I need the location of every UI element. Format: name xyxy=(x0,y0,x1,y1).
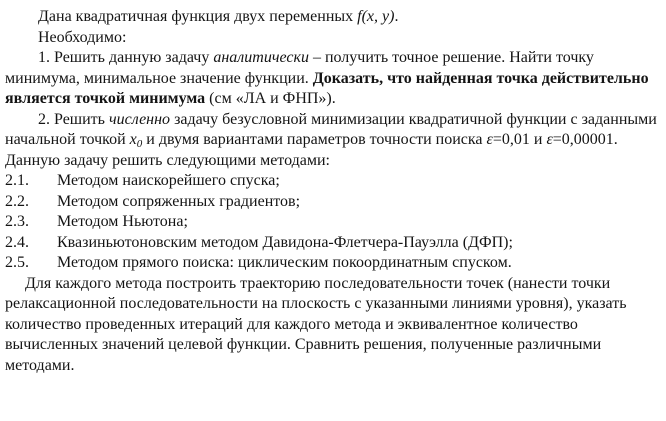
epsilon-symbol-2: ε xyxy=(546,131,553,148)
method-number: 2.1. xyxy=(5,172,29,189)
task2-text-2: задачу безусловной минимизации квадратичной функции с заданными начальной точкой xyxy=(5,110,657,148)
task1-text-2: – получить точное решение. Найти точку минимума, минимальное значение функции. xyxy=(5,49,594,87)
task1-bold-prove: Доказать, что найденная точка действительно является точкой минимума xyxy=(5,69,649,107)
need-text: Необходимо: xyxy=(38,28,127,46)
method-item-2-5 xyxy=(5,253,662,274)
formula-fxy: f(x, y) xyxy=(357,8,395,25)
task1-italic-analytically: аналитически xyxy=(213,49,309,66)
method-label: Методом прямого поиска: циклическим покоординатным спуском. xyxy=(57,254,512,271)
task1-text-3: (см «ЛА и ФНП»). xyxy=(205,90,336,107)
closing-paragraph xyxy=(5,274,662,377)
need-heading xyxy=(5,28,662,49)
methods-list xyxy=(5,171,662,274)
method-label: Квазиньютоновским методом Давидона-Флетчера-Пауэлла (ДФП); xyxy=(57,233,513,251)
closing-text: Для каждого метода построить траекторию последовательности точек (нанести точки релаксационной последовательности на плоскость с указанными линиями уровня), указать количество проведенных итераций для каждого метода и эквивалентное количество вычисленных значений целевой функции. Сравнить решения, полученные различными методами. xyxy=(5,274,627,374)
task2-text-3: и двумя вариантами параметров точности поиска xyxy=(142,131,487,148)
intro-period: . xyxy=(394,8,399,25)
intro-paragraph xyxy=(5,7,662,28)
method-item-2-2 xyxy=(5,192,662,213)
formula-x0-subscript: 0 xyxy=(136,138,143,150)
method-item-2-3 xyxy=(5,212,662,233)
method-number: 2.4. xyxy=(5,233,29,251)
epsilon-symbol-1: ε xyxy=(486,131,493,148)
method-number: 2.5. xyxy=(5,254,29,271)
formula-x0: x xyxy=(129,131,137,148)
method-label: Методом наискорейшего спуска; xyxy=(57,172,280,189)
task2-paragraph xyxy=(5,110,662,172)
task2-italic-numerically: численно xyxy=(108,110,171,128)
method-number: 2.3. xyxy=(5,213,29,230)
method-label: Методом Ньютона; xyxy=(57,213,188,230)
task2-eps-value-1: =0,01 и xyxy=(492,131,547,148)
method-number: 2.2. xyxy=(5,192,29,210)
task1-text-1: 1. Решить данную задачу xyxy=(38,49,214,66)
method-label: Методом сопряженных градиентов; xyxy=(57,192,301,210)
intro-text: Дана квадратичная функция двух переменных xyxy=(38,8,358,25)
method-item-2-1 xyxy=(5,171,662,192)
task1-paragraph xyxy=(5,48,662,110)
method-item-2-4 xyxy=(5,233,662,254)
task2-text-1: 2. Решить xyxy=(38,110,109,128)
task2-eps-value-2: =0,00001. Данную задачу решить следующими методами: xyxy=(5,131,618,169)
